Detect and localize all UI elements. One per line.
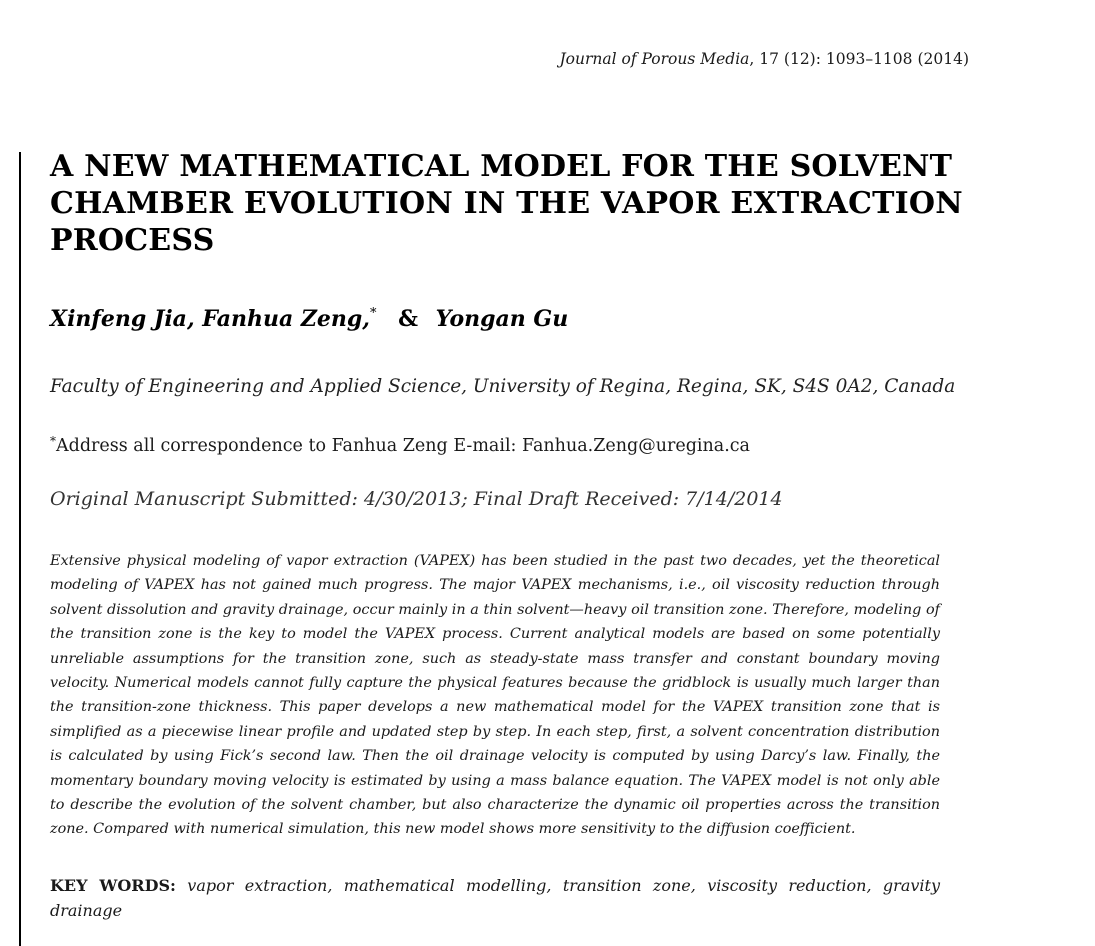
manuscript-dates: Original Manuscript Submitted: 4/30/2013; Final Draft Received: 7/14/2014	[50, 488, 783, 510]
author-name: Fanhua Zeng,	[202, 306, 370, 332]
journal-header	[559, 50, 969, 68]
correspondence-note	[50, 434, 750, 456]
correspondence-mark: *	[50, 434, 56, 448]
journal-name: Journal of Porous Media	[559, 50, 750, 68]
affiliation: Faculty of Engineering and Applied Science, University of Regina, Regina, SK, S4S 0A2, Canada	[50, 376, 956, 397]
author-name: Xinfeng Jia,	[50, 306, 195, 332]
author-list	[50, 306, 568, 332]
abstract: Extensive physical modeling of vapor extraction (VAPEX) has been studied in the past two decades, yet the theoretical modeling of VAPEX has not gained much progress. The major VAPEX mechanisms, i.e., oil viscosity reduction through solvent dissolution and gravity drainage, occur mainly in a thin solvent—heavy oil transition zone. Therefore, modeling of the transition zone is the key to model the VAPEX process. Current analytical models are based on some potentially unreliable assumptions for the transition zone, such as steady-state mass transfer and constant boundary moving velocity. Numerical models cannot fully capture the physical features because the gridblock is usually much larger than the transition-zone thickness. This paper develops a new mathematical model for the VAPEX transition zone that is simplified as a piecewise linear profile and updated step by step. In each step, first, a solvent concentration distribution is calculated by using Fick’s second law. Then the oil drainage velocity is computed by using Darcy’s law. Finally, the momentary boundary moving velocity is estimated by using a mass balance equation. The VAPEX model is not only able to describe the evolution of the solvent chamber, but also characterize the dynamic oil properties across the transition zone. Compared with numerical simulation, this new model shows more sensitivity to the diffusion coefficient.	[50, 553, 940, 838]
keywords	[50, 873, 940, 923]
left-margin-rule	[19, 152, 21, 946]
corresponding-author-mark: *	[369, 306, 377, 321]
author-ampersand: &	[398, 306, 418, 332]
journal-citation: , 17 (12): 1093–1108 (2014)	[749, 50, 969, 68]
keywords-label: KEY WORDS:	[50, 876, 176, 895]
keywords-text: vapor extraction, mathematical modelling, transition zone, viscosity reduction, gravity drainage	[50, 876, 940, 920]
paper-title: A NEW MATHEMATICAL MODEL FOR THE SOLVENT CHAMBER EVOLUTION IN THE VAPOR EXTRACTION PROCESS	[50, 149, 963, 258]
correspondence-text: Address all correspondence to Fanhua Zeng E-mail: Fanhua.Zeng@uregina.ca	[56, 436, 750, 456]
author-name: Yongan Gu	[435, 306, 569, 332]
